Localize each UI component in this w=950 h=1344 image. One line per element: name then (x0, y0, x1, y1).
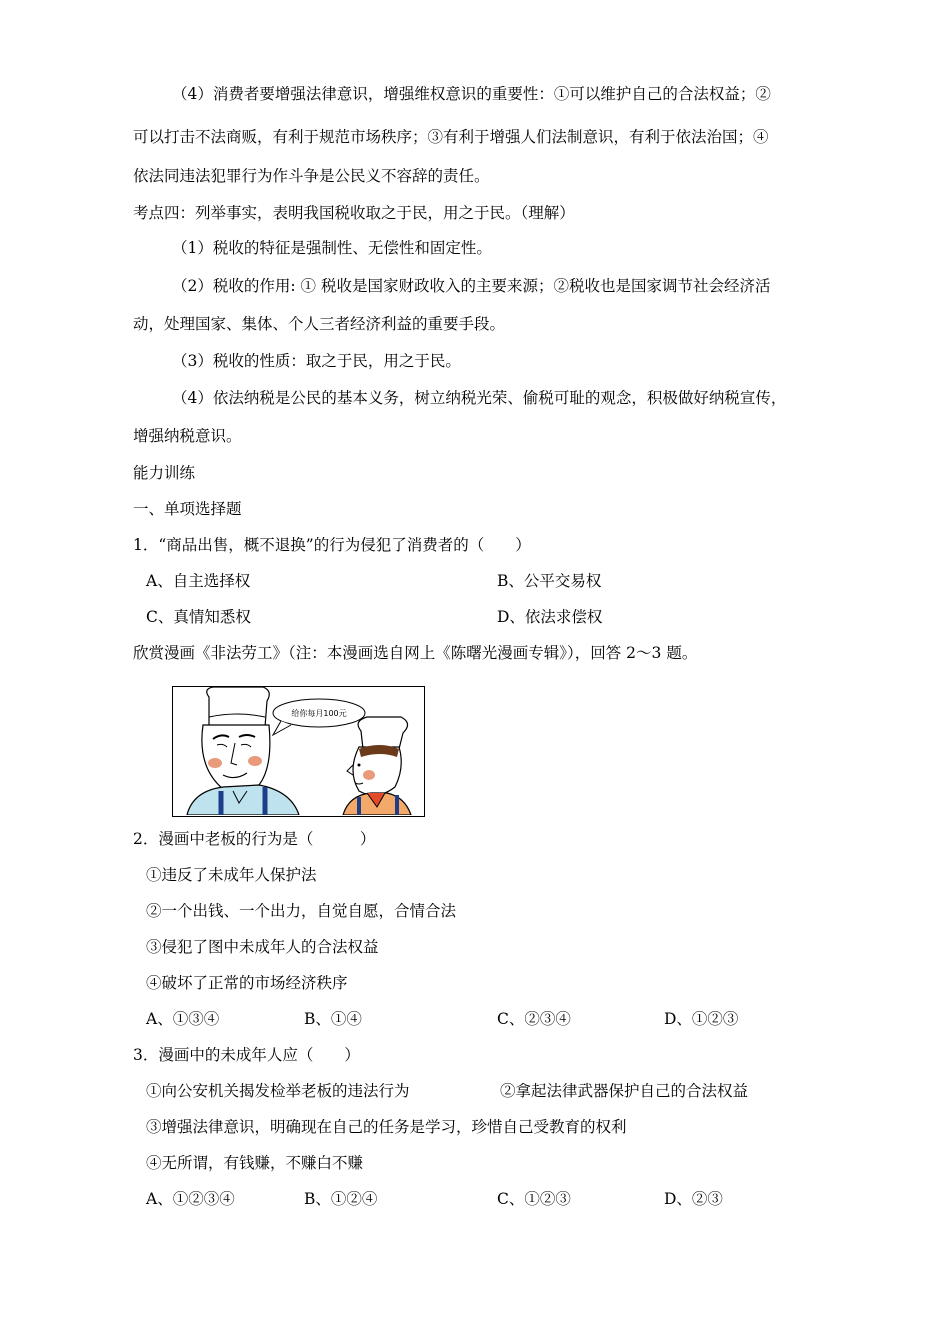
option-c: C、①②③ (497, 1190, 571, 1208)
option-c: C、真情知悉权 (146, 608, 251, 626)
paragraph-line: （4）依法纳税是公民的基本义务，树立纳税光荣、偷税可耻的观念，积极做好纳税宣传， (172, 389, 787, 407)
option-d: D、①②③ (664, 1010, 739, 1028)
statement-2: ②拿起法律武器保护自己的合法权益 (500, 1082, 749, 1100)
paragraph-line: 增强纳税意识。 (133, 427, 242, 445)
statement-2: ②一个出钱、一个出力，自觉自愿，合情合法 (146, 902, 457, 920)
paragraph-line: （2）税收的作用: ① 税收是国家财政收入的主要来源；②税收也是国家调节社会经济活 (172, 277, 771, 295)
statement-1: ①违反了未成年人保护法 (146, 866, 317, 884)
statement-1: ①向公安机关揭发检举老板的违法行为 (146, 1082, 410, 1100)
section-title: 考点四：列举事实，表明我国税收取之于民，用之于民。（理解） (133, 204, 575, 222)
statement-4: ④无所谓，有钱赚，不赚白不赚 (146, 1154, 364, 1172)
question-stem: 2．漫画中老板的行为是（ ） (133, 830, 376, 848)
statement-3: ③侵犯了图中未成年人的合法权益 (146, 938, 379, 956)
option-d: D、②③ (664, 1190, 723, 1208)
section-heading: 能力训练 (133, 464, 196, 482)
option-b: B、①④ (304, 1010, 362, 1028)
option-a: A、①③④ (146, 1010, 220, 1028)
statement-3: ③增强法律意识，明确现在自己的任务是学习，珍惜自己受教育的权利 (146, 1118, 627, 1136)
paragraph-line: （4）消费者要增强法律意识，增强维权意识的重要性：①可以维护自己的合法权益；② (172, 85, 771, 103)
option-a: A、自主选择权 (146, 572, 251, 590)
paragraph-line: 依法同违法犯罪行为作斗争是公民义不容辞的责任。 (133, 167, 490, 185)
paragraph-line: 可以打击不法商贩，有利于规范市场秩序；③有利于增强人们法制意识，有利于依法治国；④ (133, 128, 769, 146)
question-stem: 1．“商品出售，概不退换”的行为侵犯了消费者的（ ） (133, 536, 531, 554)
option-b: B、公平交易权 (497, 572, 602, 590)
option-a: A、①②③④ (146, 1190, 235, 1208)
statement-4: ④破坏了正常的市场经济秩序 (146, 974, 348, 992)
question-stem: 3．漫画中的未成年人应（ ） (133, 1046, 360, 1064)
option-c: C、②③④ (497, 1010, 571, 1028)
paragraph-line: （3）税收的性质：取之于民，用之于民。 (172, 352, 461, 370)
speech-bubble-text: 给你每月100元 (291, 709, 347, 718)
paragraph-line: （1）税收的特征是强制性、无偿性和固定性。 (172, 239, 492, 257)
option-b: B、①②④ (304, 1190, 378, 1208)
comic-intro: 欣赏漫画《非法劳工》（注：本漫画选自网上《陈曙光漫画专辑》），回答 2～3 题。 (133, 644, 698, 662)
section-heading: 一、单项选择题 (133, 500, 242, 518)
option-d: D、依法求偿权 (497, 608, 603, 626)
paragraph-line: 动，处理国家、集体、个人三者经济利益的重要手段。 (133, 315, 506, 333)
comic-image (172, 686, 425, 817)
